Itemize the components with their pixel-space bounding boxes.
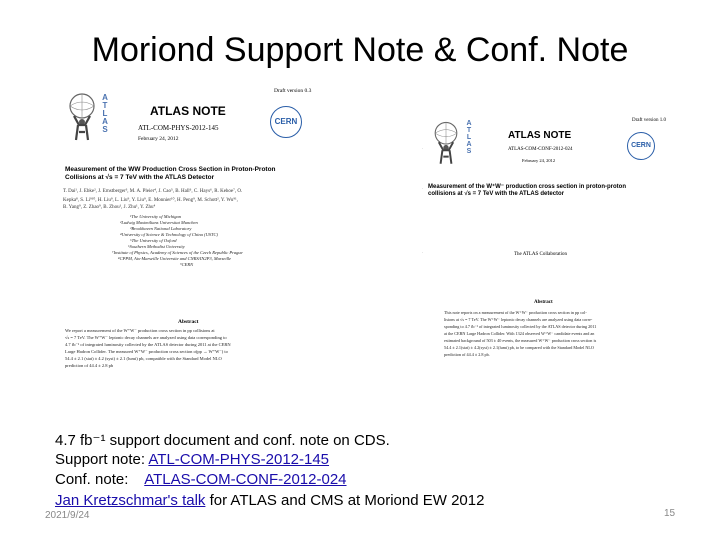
conf-note-line bbox=[55, 470, 347, 489]
abstract-line: prediction of 44.4 ± 2.8 pb. bbox=[444, 352, 490, 357]
summary-line: 4.7 fb⁻¹ support document and conf. note on CDS. bbox=[55, 432, 390, 449]
abstract-heading: Abstract bbox=[178, 319, 199, 325]
affiliation: ¹The University of Michigan bbox=[130, 214, 181, 219]
line-number-mark: · bbox=[422, 186, 424, 191]
abstract-line: 54.4 ± 2.1(stat) ± 4.2(syst) ± 2.1(lumi) pb, to be compared with the Standard Model NLO bbox=[444, 345, 594, 350]
atlas-logo-icon bbox=[62, 92, 102, 144]
talk-suffix: for ATLAS and CMS at Moriond EW 2012 bbox=[205, 492, 485, 509]
atlas-letter: A bbox=[102, 93, 108, 102]
abstract-line: This note reports on a measurement of the W⁺W⁻ production cross section in pp col- bbox=[444, 310, 587, 315]
collaboration: The ATLAS Collaboration bbox=[514, 252, 568, 257]
cern-logo-icon bbox=[627, 132, 655, 160]
talk-line bbox=[55, 491, 484, 510]
affiliation: ⁵The University of Oxford bbox=[130, 238, 177, 243]
support-note-preview bbox=[60, 86, 347, 386]
affiliation: ⁶Southern Methodist University bbox=[128, 244, 185, 249]
abstract-line: lisions at √s = 7 TeV. The W⁺W⁻ leptonic decay channels are analyzed using data corre- bbox=[444, 317, 593, 322]
note-date: February 24, 2012 bbox=[522, 158, 556, 163]
abstract-line: Large Hadron Collider. The measured W⁺W⁻ production cross section σ(pp → W⁺W⁻) to bbox=[65, 349, 228, 354]
atlas-letters bbox=[100, 94, 110, 134]
note-label: ATLAS NOTE bbox=[150, 104, 226, 118]
note-id: ATL-COM-PHYS-2012-145 bbox=[138, 124, 219, 132]
line-number-mark: · bbox=[422, 146, 424, 151]
slide-title: Moriond Support Note & Conf. Note bbox=[91, 31, 629, 69]
doc-title-line: Collisions at √s = 7 TeV with the ATLAS Detector bbox=[65, 173, 215, 181]
abstract-line: estimated background of 503 ± 40 events, the measured W⁺W⁻ production cross section is bbox=[444, 338, 597, 343]
authors-line: B. Yang⁹, Z. Zhao⁹, B. Zhou¹, J. Zhu¹, Y. Zhu⁴ bbox=[63, 205, 156, 210]
atlas-letter: A bbox=[102, 117, 108, 126]
affiliation: ²Ludwig Maximilians Universitat Munchen bbox=[120, 220, 198, 225]
authors-line: T. Dai¹, J. Ebke², J. Ernstberger³, M. A. Pleier⁴, J. Cao⁵, B. Hall⁶, C. Hays⁶, R. Kehoe⁷, O. bbox=[63, 189, 243, 194]
doc-title bbox=[428, 184, 626, 198]
atlas-letter: S bbox=[102, 125, 108, 134]
abstract-heading: Abstract bbox=[534, 300, 553, 305]
abstract-line: 54.4 ± 2.1 (stat) ± 4.2 (syst) ± 2.1 (lumi) pb, compatible with the Standard Model NLO bbox=[65, 356, 222, 361]
doc-title-line: collisions at √s = 7 TeV with the ATLAS detector bbox=[428, 191, 565, 198]
support-note-link[interactable]: ATL-COM-PHYS-2012-145 bbox=[148, 451, 330, 468]
abstract-line: at the CERN Large Hadron Collider. With 1324 observed W⁺W⁻ candidate events and an bbox=[444, 331, 595, 336]
note-label: ATLAS NOTE bbox=[508, 130, 572, 141]
atlas-letter: S bbox=[466, 148, 472, 155]
atlas-letter: A bbox=[466, 141, 472, 148]
draft-version: Draft version 1.0 bbox=[632, 118, 667, 123]
abstract-line: prediction of 44.4 ± 2.8 pb bbox=[65, 363, 114, 368]
conf-note-label: Conf. note: bbox=[55, 471, 145, 488]
atlas-letter: T bbox=[102, 101, 108, 110]
abstract-line: √s = 7 TeV. The W⁺W⁻ leptonic decay channels are analyzed using data corresponding to bbox=[65, 335, 227, 340]
cern-label: CERN bbox=[631, 142, 651, 149]
doc-title-line: Measurement of the W⁺W⁻ production cross section in proton-proton bbox=[428, 184, 626, 190]
affiliation: ³Brookhaven National Laboratory bbox=[130, 226, 192, 231]
note-date: February 24, 2012 bbox=[138, 136, 179, 142]
conf-note-link[interactable]: ATLAS-COM-CONF-2012-024 bbox=[144, 471, 347, 488]
draft-version: Draft version 0.3 bbox=[274, 88, 312, 94]
affiliation: ⁴University of Science & Technology of China (USTC) bbox=[120, 232, 219, 237]
atlas-letters bbox=[464, 120, 474, 155]
affiliation: ⁷Institute of Physics, Academy of Sciences of the Czech Republic Prague bbox=[112, 250, 243, 255]
atlas-logo-icon bbox=[428, 120, 464, 168]
atlas-letter: L bbox=[102, 109, 108, 118]
page-number: 15 bbox=[664, 508, 676, 519]
abstract-line: 4.7 fb⁻¹ of integrated luminosity collected by the ATLAS detector during 2011 at the CERN bbox=[65, 342, 231, 347]
affiliation: ⁸CPPM, Aix-Marseille Universite and CNRS/IN2P3, Marseille bbox=[118, 256, 232, 261]
support-note-label: Support note: bbox=[55, 451, 149, 468]
authors-line: Kepka⁸, S. Li⁹¹⁰, H. Liu⁹, L. Liu⁹, Y. Liu⁹, E. Monnier¹⁰, H. Peng⁹, M. Schott², Y. Wu⁹¹, bbox=[63, 198, 238, 203]
atlas-letter: A bbox=[466, 120, 472, 127]
atlas-letter: L bbox=[466, 134, 472, 141]
abstract-line: We report a measurement of the W⁺W⁻ production cross section in pp collisions at bbox=[65, 328, 215, 333]
line-number-mark: · bbox=[422, 250, 424, 255]
abstract-line: sponding to 4.7 fb⁻¹ of integrated luminosity collected by the ATLAS detector during 2011 bbox=[444, 324, 597, 329]
talk-link[interactable]: Jan Kretzschmar's talk bbox=[55, 492, 206, 509]
affiliation: ⁹CERN bbox=[180, 262, 194, 267]
doc-title-line: Measurement of the WW Production Cross Section in Proton-Proton bbox=[65, 166, 276, 173]
conf-note-preview bbox=[422, 100, 682, 380]
doc-title bbox=[65, 166, 276, 182]
support-note-line bbox=[55, 450, 329, 469]
atlas-letter: T bbox=[466, 127, 472, 134]
cern-label: CERN bbox=[274, 117, 298, 126]
cern-logo-icon bbox=[270, 106, 302, 138]
note-id: ATLAS-COM-CONF-2012-024 bbox=[508, 147, 573, 152]
slide-date: 2021/9/24 bbox=[45, 510, 90, 521]
